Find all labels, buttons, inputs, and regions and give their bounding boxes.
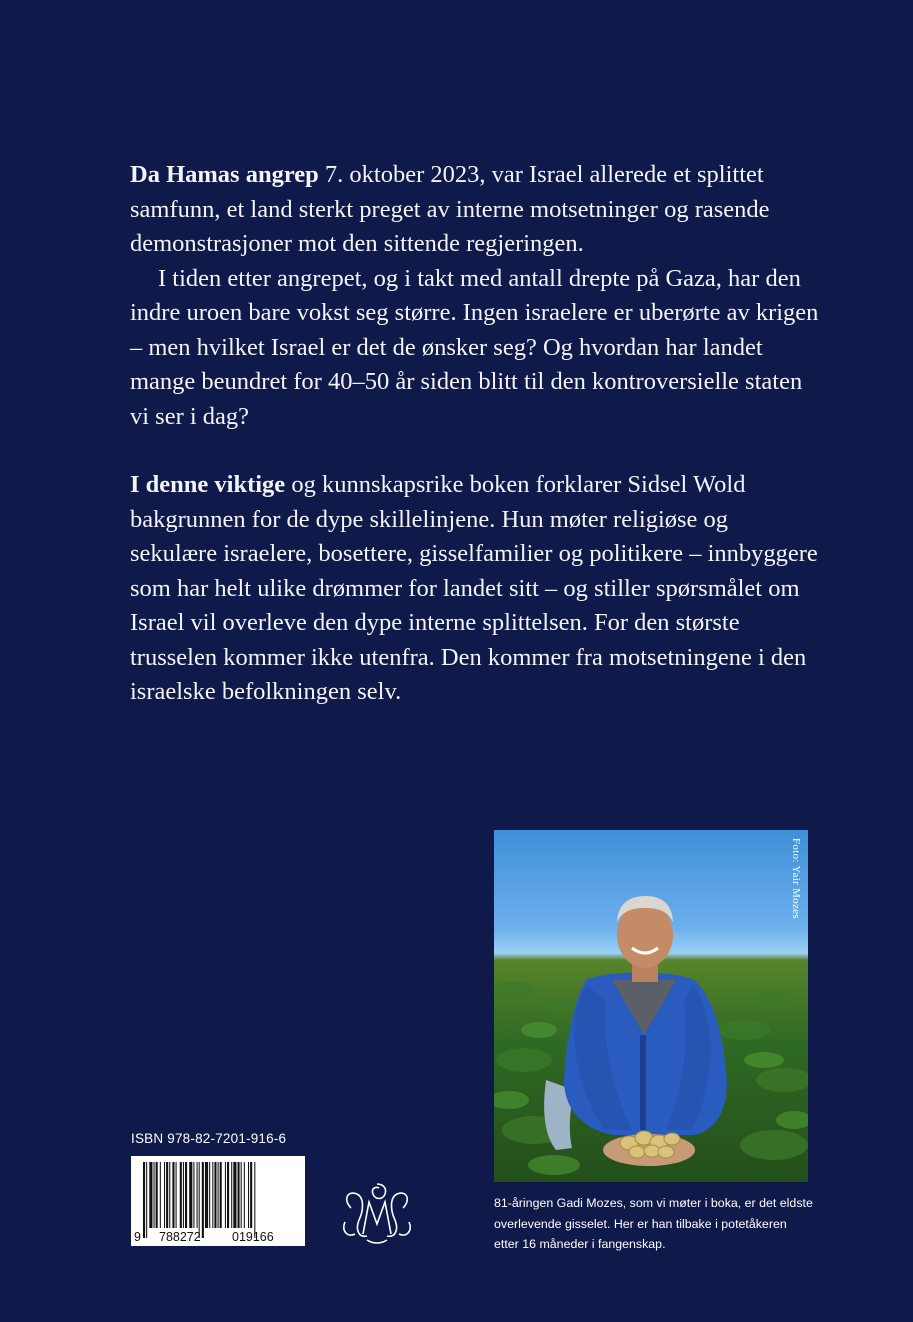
- barcode-bar: [176, 1162, 177, 1228]
- barcode-bars: [131, 1156, 305, 1246]
- publisher-monogram-icon: [337, 1178, 417, 1248]
- barcode-bar: [156, 1162, 158, 1228]
- author-photo: [494, 830, 808, 1182]
- photo-credit: Foto: Yair Mozes: [790, 838, 802, 919]
- barcode-bar: [189, 1162, 192, 1228]
- barcode-bar: [241, 1162, 242, 1228]
- barcode-bar: [205, 1162, 208, 1228]
- blurb-lead-3: I denne viktige: [130, 471, 286, 498]
- barcode-bar: [250, 1162, 252, 1228]
- barcode-bar: [160, 1162, 161, 1228]
- barcode-bar: [231, 1162, 232, 1228]
- barcode-bar: [199, 1162, 200, 1238]
- blurb-paragraph-2: I tiden etter angrepet, og i takt med antall drepte på Gaza, har den indre uroen bare vokst seg større. Ingen israelere er uberørte av krigen – men hvilket Israel er det de ønsker seg? Og hvordan har landet mange beundret for 40–50 år siden blitt til den kontroversielle staten vi ser i dag?: [130, 264, 819, 430]
- barcode-bar: [193, 1162, 194, 1228]
- barcode-bar: [254, 1162, 255, 1238]
- blurb-lead-1: Da Hamas angrep: [130, 161, 319, 188]
- barcode-digits-left: 788272: [159, 1230, 201, 1244]
- barcode-bar: [164, 1162, 165, 1228]
- photo-caption: 81-åringen Gadi Mozes, som vi møter i boka, er det eldste overlevende gisselet. Her er han tilbake i potetåkeren etter 16 måneder i fangenskap.: [494, 1196, 813, 1251]
- blurb-text-3: og kunnskapsrike boken forklarer Sidsel Wold bakgrunnen for de dype skillelinjene. Hun møter religiøse og sekulære israelere, bosettere, gisselfamilier og politikere – innbyggere som har helt ulike drømmer for landet sitt – og stiller spørsmålet om Israel vil overleve den dype interne splittelsen. For den største trusselen kommer ikke utenfra. Den kommer fra motsetningene i den israelske befolkningen selv.: [130, 471, 818, 705]
- back-cover-blurb: [130, 158, 820, 710]
- barcode-bar: [248, 1162, 249, 1228]
- barcode-bar: [225, 1162, 226, 1228]
- barcode-bar: [209, 1162, 210, 1228]
- isbn-barcode: [131, 1156, 305, 1246]
- barcode-bar: [214, 1162, 216, 1228]
- barcode-bar: [238, 1162, 240, 1228]
- barcode-bar: [166, 1162, 168, 1228]
- isbn-label: ISBN 978-82-7201-916-6: [131, 1131, 287, 1146]
- barcode-bar: [202, 1162, 204, 1238]
- barcode-bar: [185, 1162, 187, 1228]
- barcode-bar: [183, 1162, 184, 1228]
- barcode-bar: [212, 1162, 213, 1228]
- barcode-bar: [146, 1162, 147, 1238]
- barcode-digits-right: 019166: [232, 1230, 274, 1244]
- barcode-bar: [169, 1162, 170, 1228]
- barcode-bar: [172, 1162, 174, 1228]
- photo-illustration: [494, 830, 808, 1182]
- barcode-bar: [149, 1162, 152, 1228]
- barcode-bar: [180, 1162, 182, 1228]
- barcode-bar: [143, 1162, 145, 1238]
- barcode-bar: [218, 1162, 219, 1228]
- blurb-paragraph-3: [130, 468, 820, 710]
- barcode-bar: [233, 1162, 236, 1228]
- barcode-bar: [220, 1162, 222, 1228]
- barcode-bar: [197, 1162, 198, 1228]
- blurb-text-1: 7. oktober 2023, var Israel allerede et splittet samfunn, et land sterkt preget av interne motsetninger og rasende demonstrasjoner mot den sittende regjeringen.: [130, 161, 770, 257]
- barcode-digit-first: 9: [134, 1230, 141, 1244]
- barcode-bar: [227, 1162, 229, 1228]
- blurb-paragraph-1: [130, 158, 820, 262]
- barcode-bar: [154, 1162, 155, 1228]
- barcode-bar: [244, 1162, 245, 1228]
